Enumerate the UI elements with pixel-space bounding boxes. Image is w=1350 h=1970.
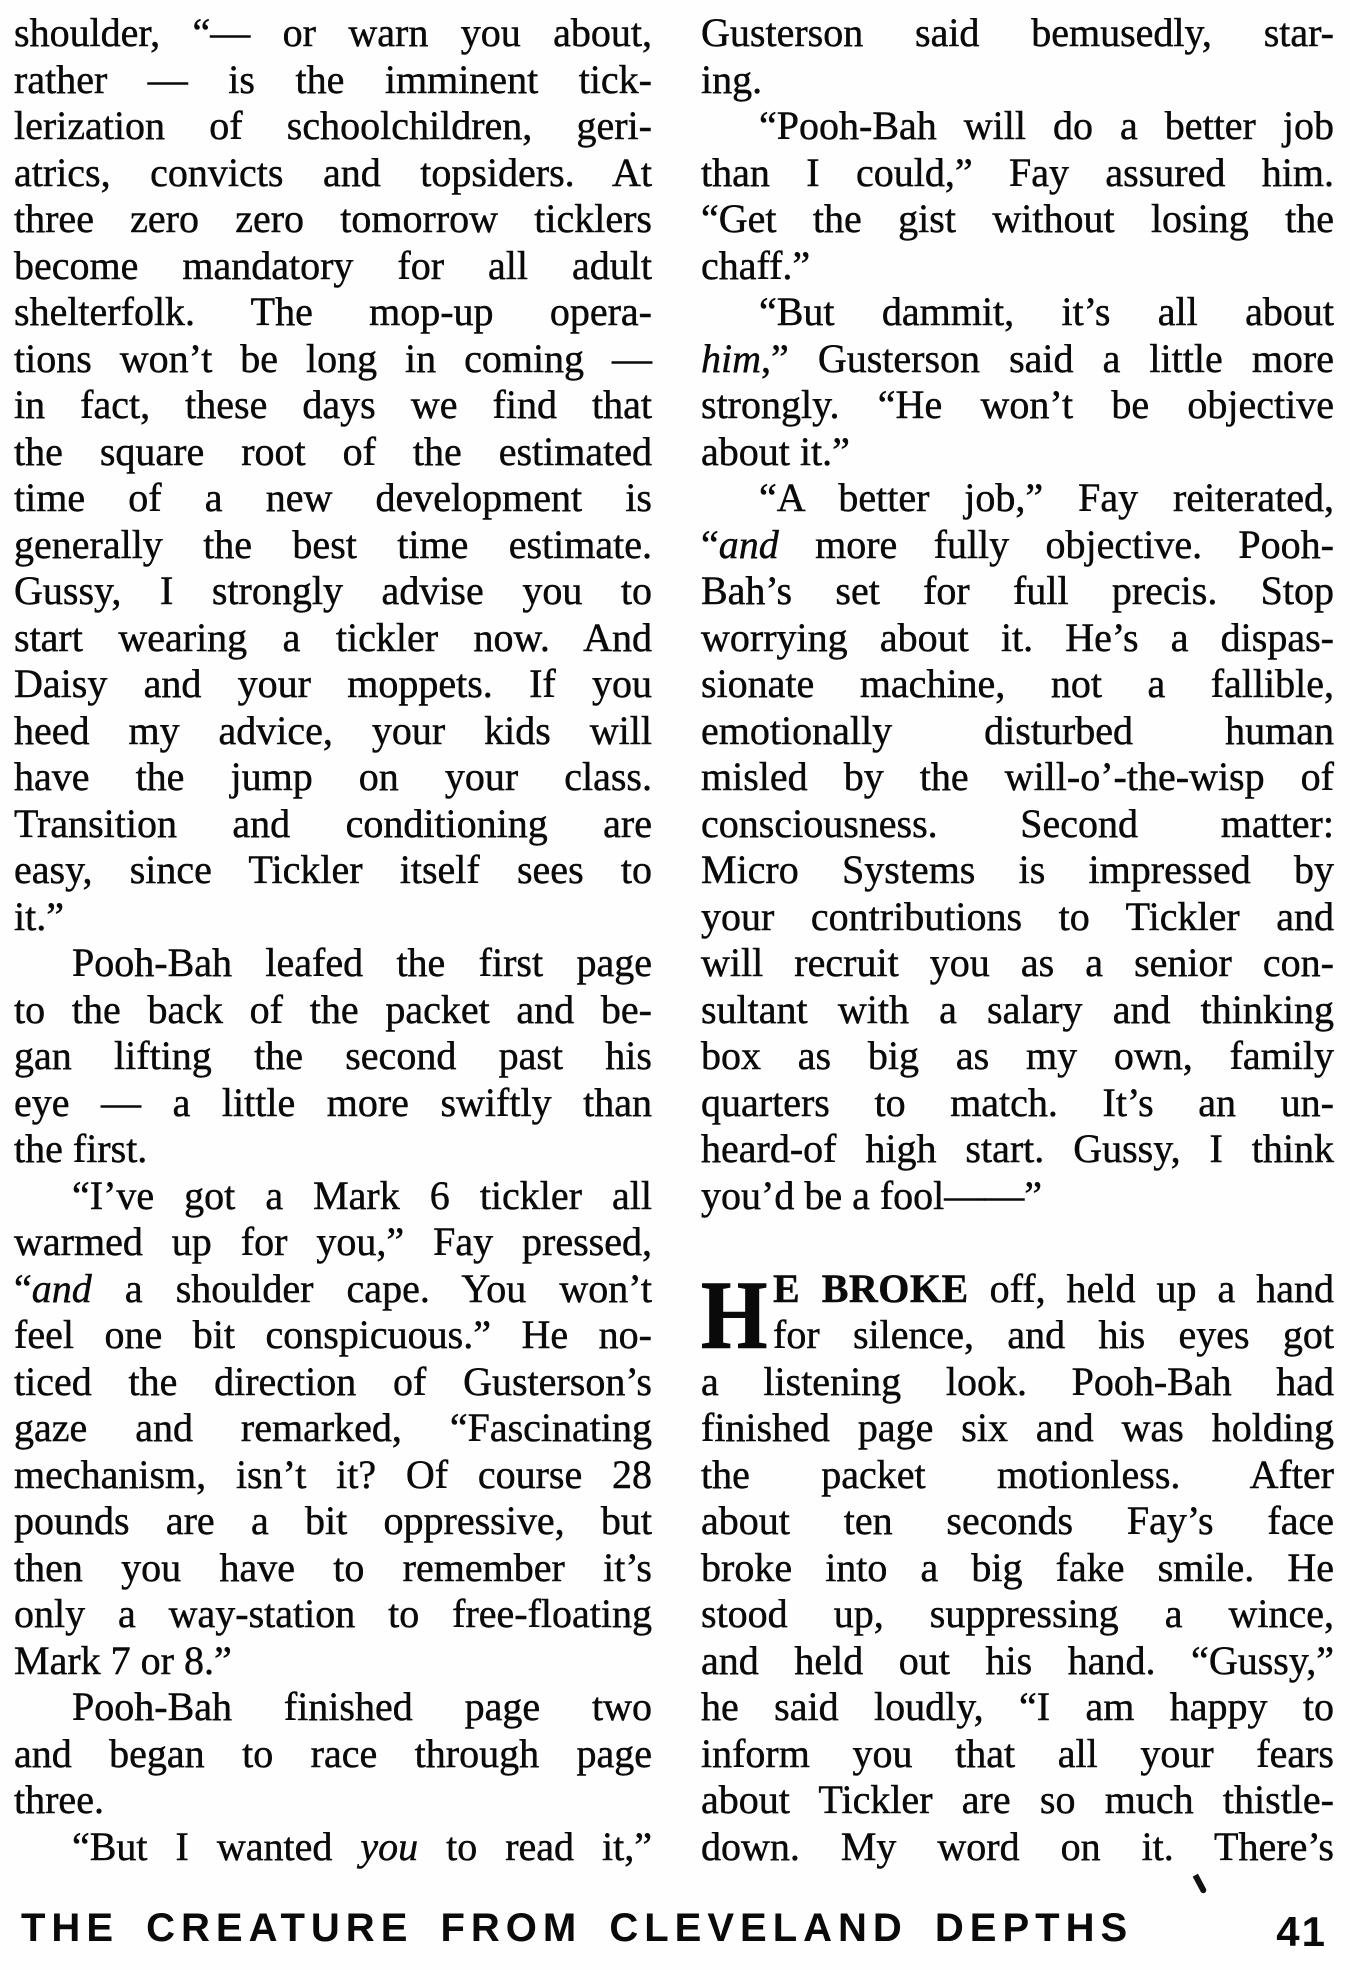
text-line: “But I wanted you to read it,”	[72, 1823, 653, 1869]
text-line: and held out his hand. “Gussy,”	[701, 1637, 1334, 1683]
text-line: the square root of the estimated	[14, 428, 652, 474]
text-line: E BROKE off, held up a hand	[773, 1265, 1335, 1311]
text-line: ing.	[701, 56, 763, 102]
text-line: heed my advice, your kids will	[14, 707, 652, 753]
paragraph	[14, 10, 652, 940]
text-line: than I could,” Fay assured him.	[701, 149, 1334, 195]
section-break	[701, 1219, 1334, 1266]
text-line: emotionally disturbed human	[701, 707, 1334, 753]
text-line: chaff.”	[701, 242, 811, 288]
text-line: “But dammit, it’s all about	[759, 289, 1334, 334]
text-line: gan lifting the second past his	[14, 1033, 652, 1078]
text-line: quarters to match. It’s an un-	[701, 1079, 1334, 1125]
text-line: consciousness. Second matter:	[701, 800, 1334, 846]
text-line: in fact, these days we find that	[14, 382, 652, 427]
text-line: the first.	[14, 1126, 148, 1171]
paragraph	[14, 940, 652, 1173]
text-line: will recruit you as a senior con-	[701, 940, 1334, 985]
text-line: shelterfolk. The mop-up opera-	[14, 289, 652, 334]
text-line: “Get the gist without losing the	[701, 196, 1334, 241]
page-footer	[21, 1906, 1327, 1955]
text-line: shoulder, “— or warn you about,	[14, 10, 652, 55]
text-line: atrics, convicts and topsiders. At	[14, 149, 652, 195]
text-line: three.	[14, 1777, 104, 1822]
text-line: inform you that all your fears	[701, 1730, 1334, 1776]
text-line: stood up, suppressing a wince,	[701, 1591, 1334, 1636]
text-line: pounds are a bit oppressive, but	[14, 1498, 652, 1543]
text-line: heard-of high start. Gussy, I think	[701, 1126, 1334, 1171]
scan-artifact-mark	[1193, 1874, 1208, 1894]
text-line: have the jump on your class.	[14, 754, 652, 799]
text-line: lerization of schoolchildren, geri-	[14, 103, 652, 148]
text-line: then you have to remember it’s	[14, 1544, 652, 1590]
text-line: eye — a little more swiftly than	[14, 1079, 652, 1125]
text-line: him,” Gusterson said a little more	[701, 335, 1334, 381]
text-line: broke into a big fake smile. He	[701, 1544, 1334, 1590]
text-line: down. My word on it. There’s	[701, 1823, 1334, 1869]
paragraph	[701, 289, 1334, 475]
text-column-left	[14, 10, 652, 1870]
text-line: mechanism, isn’t it? Of course 28	[14, 1451, 652, 1497]
text-line: “A better job,” Fay reiterated,	[759, 475, 1334, 520]
text-line: box as big as my own, family	[701, 1033, 1334, 1078]
text-line: “and a shoulder cape. You won’t	[14, 1265, 652, 1311]
text-line: Gussy, I strongly advise you to	[14, 568, 652, 613]
text-line: your contributions to Tickler and	[701, 893, 1334, 939]
text-line: about Tickler are so much thistle-	[701, 1777, 1334, 1822]
page-number: 41	[1276, 1908, 1327, 1955]
text-line: become mandatory for all adult	[14, 242, 652, 288]
text-line: Mark 7 or 8.”	[14, 1637, 232, 1683]
paragraph	[701, 475, 1334, 1219]
text-column-right	[701, 10, 1334, 1870]
paragraph	[701, 103, 1334, 289]
text-line: warmed up for you,” Fay pressed,	[14, 1219, 652, 1264]
text-line: Bah’s set for full precis. Stop	[701, 568, 1334, 613]
text-line: “and more fully objective. Pooh-	[701, 521, 1334, 567]
text-line: it.”	[14, 893, 64, 939]
text-line: Pooh-Bah leafed the first page	[72, 940, 652, 985]
text-line: sionate machine, not a fallible,	[701, 661, 1334, 706]
paragraph	[14, 1173, 652, 1685]
text-line: a listening look. Pooh-Bah had	[701, 1358, 1334, 1404]
text-line: misled by the will-o’-the-wisp of	[701, 754, 1334, 799]
text-line: generally the best time estimate.	[14, 521, 652, 567]
text-line: finished page six and was holding	[701, 1405, 1334, 1450]
text-line: three zero zero tomorrow ticklers	[14, 196, 652, 241]
text-line: ticed the direction of Gusterson’s	[14, 1358, 652, 1404]
lead-in-caps: E BROKE	[773, 1265, 969, 1311]
text-line: Pooh-Bah finished page two	[72, 1684, 652, 1729]
text-line: he said loudly, “I am happy to	[701, 1684, 1334, 1729]
text-line: sultant with a salary and thinking	[701, 986, 1334, 1032]
paragraph	[701, 10, 1334, 103]
text-line: Transition and conditioning are	[14, 800, 652, 846]
text-line: Micro Systems is impressed by	[701, 847, 1334, 892]
text-line: about ten seconds Fay’s face	[701, 1498, 1334, 1543]
text-line: you’d be a fool——”	[701, 1172, 1043, 1218]
text-line: start wearing a tickler now. And	[14, 614, 652, 660]
text-line: for silence, and his eyes got	[773, 1312, 1334, 1357]
text-line: the packet motionless. After	[701, 1451, 1334, 1497]
text-line: Daisy and your moppets. If you	[14, 661, 652, 706]
text-line: and began to race through page	[14, 1730, 652, 1776]
text-line: easy, since Tickler itself sees to	[14, 847, 652, 892]
text-line: Gusterson said bemusedly, star-	[701, 10, 1334, 55]
text-line: worrying about it. He’s a dispas-	[701, 614, 1334, 660]
text-line: tions won’t be long in coming —	[14, 335, 652, 381]
text-line: “Pooh-Bah will do a better job	[759, 103, 1334, 148]
text-line: gaze and remarked, “Fascinating	[14, 1405, 652, 1450]
paragraph	[14, 1684, 652, 1824]
text-line: feel one bit conspicuous.” He no-	[14, 1312, 652, 1357]
text-line: about it.”	[701, 428, 850, 474]
text-line: time of a new development is	[14, 475, 652, 520]
text-line: “I’ve got a Mark 6 tickler all	[72, 1172, 652, 1218]
text-line: strongly. “He won’t be objective	[701, 382, 1334, 427]
paragraph-dropcap	[701, 1261, 1335, 1871]
running-title: THE CREATURE FROM CLEVELAND DEPTHS	[21, 1906, 1134, 1950]
text-line: to the back of the packet and be-	[14, 986, 652, 1032]
text-line: only a way-station to free-floating	[14, 1591, 652, 1636]
paragraph	[14, 1824, 652, 1871]
text-line: rather — is the imminent tick-	[14, 56, 652, 102]
drop-cap-letter: H	[701, 1261, 768, 1369]
